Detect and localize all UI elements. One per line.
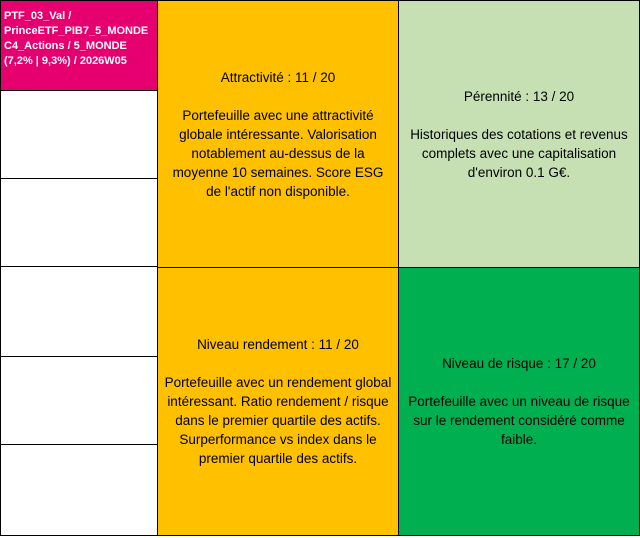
rendement-body: Portefeuille avec un rendement global intéressant. Ratio rendement / risque dans le premier quartile des actifs. Surperformance vs index dans le premier quartile des actifs. <box>164 375 392 466</box>
empty-cell <box>0 356 158 446</box>
attractivite-heading: Attractivité : 11 / 20 <box>220 69 336 85</box>
attractivite-panel <box>157 0 399 268</box>
portfolio-title <box>0 0 158 92</box>
perennite-body: Historiques des cotations et revenus complets avec une capitalisation d'environ 0.1 G€. <box>410 126 628 180</box>
empty-cell <box>0 178 158 268</box>
empty-cell <box>0 90 158 180</box>
perennite-heading: Pérennité : 13 / 20 <box>463 88 575 104</box>
empty-cell <box>0 266 158 358</box>
attractivite-body: Portefeuille avec une attractivité globale intéressante. Valorisation notablement au-dessus de la moyenne 10 semaines. Score ESG de l'actif non disponible. <box>172 107 384 199</box>
risque-body: Portefeuille avec un niveau de risque sur le rendement considéré comme faible. <box>408 394 630 447</box>
risque-panel <box>398 267 640 536</box>
empty-cell <box>0 444 158 536</box>
perennite-panel <box>398 0 640 268</box>
rendement-panel <box>157 267 399 536</box>
rendement-heading: Niveau rendement : 11 / 20 <box>197 337 359 352</box>
risque-heading: Niveau de risque : 17 / 20 <box>442 356 596 371</box>
portfolio-title-line: (7,2% | 9,3%) / 2026W05 <box>4 55 127 67</box>
portfolio-title-line: C4_Actions / 5_MONDE <box>4 40 127 52</box>
portfolio-title-line: PTF_03_Val / <box>4 10 72 22</box>
portfolio-title-line: PrinceETF_PIB7_5_MONDE <box>4 25 149 37</box>
